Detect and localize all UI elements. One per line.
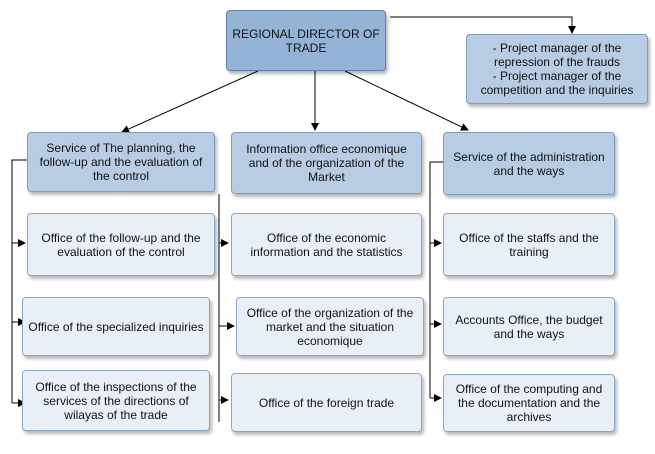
office-staffs-training-box: [443, 213, 615, 276]
project-managers-label: - Project manager of the repression of the frauds - Project manager of the competition and the inquiries: [480, 41, 634, 97]
regional-director-box: [226, 10, 386, 71]
office-economic-information-box: [231, 213, 422, 276]
office-follow-up-box: [27, 213, 215, 276]
planning-service-box: [27, 132, 215, 192]
connector-director-to-project-managers: [390, 17, 572, 33]
office-inspections-box: [22, 370, 210, 431]
office-economic-information-label: Office of the economic information and the statistics: [250, 230, 403, 259]
office-inspections-label: Office of the inspections of the services of the directions of wilayas of the trade: [35, 379, 197, 422]
regional-director-label: REGIONAL DIRECTOR OF TRADE: [232, 26, 380, 55]
office-specialized-inquiries-label: Office of the specialized inquiries: [28, 319, 204, 334]
connector-director-to-planning: [122, 71, 258, 132]
office-staffs-training-label: Office of the staffs and the training: [459, 230, 599, 259]
office-follow-up-label: Office of the follow-up and the evaluation of the control: [41, 230, 201, 259]
office-market-organization-label: Office of the organization of the market and the situation economique: [246, 305, 414, 348]
office-specialized-inquiries-box: [22, 297, 210, 356]
connector-director-to-administration: [345, 71, 468, 130]
office-market-organization-box: [236, 297, 424, 356]
accounts-office-label: Accounts Office, the budget and the ways: [455, 312, 603, 341]
office-computing-label: Office of the computing and the documentation and the archives: [455, 382, 603, 424]
information-office-label: Information office economique and of the organization of the Market: [246, 142, 407, 184]
accounts-office-box: [443, 297, 615, 356]
administration-service-label: Service of the administration and the ways: [453, 149, 605, 178]
bracket-planning: [12, 160, 27, 403]
office-foreign-trade-box: [231, 373, 422, 432]
planning-service-label: Service of The planning, the follow-up and the evaluation of the control: [39, 141, 203, 183]
office-computing-box: [443, 374, 615, 432]
information-office-box: [231, 132, 422, 194]
office-foreign-trade-label: Office of the foreign trade: [258, 395, 395, 410]
administration-service-box: [443, 132, 615, 195]
bracket-administration: [430, 162, 443, 398]
project-managers-box: [466, 34, 648, 104]
